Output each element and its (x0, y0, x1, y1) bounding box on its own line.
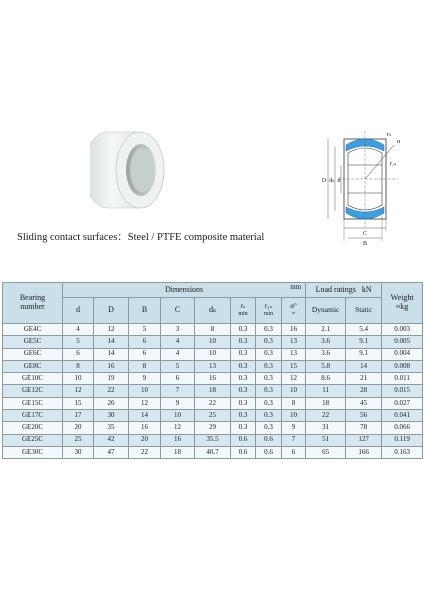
table-cell: 9.1 (346, 336, 382, 348)
table-cell: 10 (195, 336, 231, 348)
table-cell: 0.119 (382, 434, 423, 446)
spec-table-body (3, 324, 423, 459)
table-cell: 0.3 (256, 385, 282, 397)
col-r1s: r₁ₛ min (256, 298, 282, 324)
table-cell: 14 (346, 360, 382, 372)
col-D: D (94, 298, 129, 324)
table-row (3, 324, 423, 336)
header-bearing: Bearing number (3, 283, 63, 324)
bearing-number-cell: GE17C (3, 410, 63, 422)
table-cell: 14 (94, 348, 129, 360)
table-cell: 21 (346, 373, 382, 385)
table-cell: 16 (94, 360, 129, 372)
table-cell: 15 (282, 360, 306, 372)
table-cell: 0.6 (231, 446, 256, 458)
table-cell: 12 (161, 422, 195, 434)
table-cell: 5.8 (306, 360, 346, 372)
table-cell: 10 (129, 385, 161, 397)
bearing-number-cell: GE6C (3, 348, 63, 360)
drawing-label-dk: dₖ (329, 178, 335, 184)
table-cell: 22 (195, 397, 231, 409)
table-cell: 0.3 (231, 336, 256, 348)
table-row (3, 434, 423, 446)
table-cell: 26 (94, 397, 129, 409)
table-cell: 2.1 (306, 324, 346, 336)
table-cell: 9.1 (346, 348, 382, 360)
table-row (3, 348, 423, 360)
table-cell: 35 (94, 422, 129, 434)
table-cell: 19 (94, 373, 129, 385)
bearing-number-cell: GE15C (3, 397, 63, 409)
bearing-photo (90, 118, 170, 218)
table-cell: 35.5 (195, 434, 231, 446)
table-cell: 0.3 (231, 410, 256, 422)
table-cell: 0.3 (256, 360, 282, 372)
header-weight: Weight ≈kg (382, 283, 423, 324)
table-cell: 3.6 (306, 336, 346, 348)
table-cell: 29 (195, 422, 231, 434)
col-C: C (161, 298, 195, 324)
table-cell: 16 (282, 324, 306, 336)
table-cell: 0.3 (256, 348, 282, 360)
drawing-label-rs: rₛ (387, 132, 392, 138)
table-cell: 30 (63, 446, 94, 458)
table-cell: 0.163 (382, 446, 423, 458)
table-cell: 9 (161, 397, 195, 409)
drawing-label-alpha: α (397, 139, 401, 145)
table-cell: 4 (63, 324, 94, 336)
table-cell: 22 (306, 410, 346, 422)
table-cell: 16 (161, 434, 195, 446)
bearing-number-cell: GE5C (3, 336, 63, 348)
table-cell: 6 (129, 348, 161, 360)
table-cell: 18 (161, 446, 195, 458)
drawing-label-C: C (362, 231, 368, 237)
header-dimensions: Dimensions mm (63, 283, 306, 298)
table-cell: 0.011 (382, 373, 423, 385)
table-cell: 12 (129, 397, 161, 409)
col-dynamic: Dynamic (306, 298, 346, 324)
table-cell: 5 (161, 360, 195, 372)
drawing-label-D: D (321, 178, 327, 184)
table-cell: 6 (282, 446, 306, 458)
bearing-number-cell: GE12C (3, 385, 63, 397)
table-row (3, 410, 423, 422)
table-cell: 8 (195, 324, 231, 336)
spec-table (2, 282, 423, 459)
table-row (3, 385, 423, 397)
table-cell: 7 (161, 385, 195, 397)
table-cell: 166 (346, 446, 382, 458)
table-cell: 28 (346, 385, 382, 397)
table-cell: 8 (63, 360, 94, 372)
table-cell: 12 (94, 324, 129, 336)
table-cell: 16 (195, 373, 231, 385)
table-cell: 0.3 (231, 373, 256, 385)
col-dk: dₖ (195, 298, 231, 324)
table-cell: 6 (63, 348, 94, 360)
table-cell: 22 (129, 446, 161, 458)
table-cell: 14 (129, 410, 161, 422)
col-d: d (63, 298, 94, 324)
table-cell: 25 (195, 410, 231, 422)
table-cell: 25 (63, 434, 94, 446)
table-cell: 4 (161, 336, 195, 348)
table-cell: 0.3 (231, 348, 256, 360)
table-cell: 10 (282, 410, 306, 422)
table-cell: 13 (195, 360, 231, 372)
col-alpha: α° ≈ (282, 298, 306, 324)
bearing-number-cell: GE8C (3, 360, 63, 372)
table-cell: 0.3 (231, 385, 256, 397)
table-cell: 0.066 (382, 422, 423, 434)
caption: Sliding contact surfaces：Steel / PTFE composite material (17, 232, 265, 243)
table-cell: 6 (161, 373, 195, 385)
table-cell: 0.3 (256, 397, 282, 409)
table-cell: 0.3 (231, 324, 256, 336)
table-cell: 20 (63, 422, 94, 434)
table-cell: 0.003 (382, 324, 423, 336)
table-row (3, 373, 423, 385)
table-row (3, 360, 423, 372)
table-cell: 10 (282, 385, 306, 397)
table-cell: 10 (161, 410, 195, 422)
table-cell: 30 (94, 410, 129, 422)
table-cell: 14 (94, 336, 129, 348)
cross-section-drawing (302, 125, 414, 250)
table-cell: 47 (94, 446, 129, 458)
bearing-number-cell: GE4C (3, 324, 63, 336)
table-row (3, 336, 423, 348)
col-rs: rₛ min (231, 298, 256, 324)
table-cell: 65 (306, 446, 346, 458)
table-cell: 40.7 (195, 446, 231, 458)
table-cell: 0.3 (256, 410, 282, 422)
table-cell: 5 (129, 324, 161, 336)
table-cell: 78 (346, 422, 382, 434)
table-cell: 8 (282, 397, 306, 409)
table-cell: 10 (195, 348, 231, 360)
table-cell: 9 (129, 373, 161, 385)
table-cell: 0.015 (382, 385, 423, 397)
table-row (3, 422, 423, 434)
table-cell: 0.005 (382, 336, 423, 348)
table-cell: 56 (346, 410, 382, 422)
table-cell: 31 (306, 422, 346, 434)
table-cell: 17 (63, 410, 94, 422)
table-cell: 16 (129, 422, 161, 434)
col-static: Static (346, 298, 382, 324)
bearing-number-cell: GE25C (3, 434, 63, 446)
bearing-number-cell: GE30C (3, 446, 63, 458)
table-cell: 8 (129, 360, 161, 372)
table-cell: 0.6 (256, 434, 282, 446)
table-cell: 4 (161, 348, 195, 360)
table-cell: 51 (306, 434, 346, 446)
bearing-number-cell: GE10C (3, 373, 63, 385)
drawing-label-d: d (337, 178, 341, 184)
col-B: B (129, 298, 161, 324)
table-row (3, 446, 423, 458)
table-cell: 13 (282, 348, 306, 360)
table-cell: 18 (195, 385, 231, 397)
table-cell: 6 (129, 336, 161, 348)
table-cell: 20 (129, 434, 161, 446)
table-cell: 5.4 (346, 324, 382, 336)
table-cell: 12 (63, 385, 94, 397)
table-cell: 127 (346, 434, 382, 446)
table-cell: 3 (161, 324, 195, 336)
table-row (3, 397, 423, 409)
drawing-label-r1s: r₁ₛ (390, 161, 397, 167)
table-cell: 0.004 (382, 348, 423, 360)
table-cell: 9 (282, 422, 306, 434)
table-cell: 5 (63, 336, 94, 348)
table-cell: 11 (306, 385, 346, 397)
table-cell: 8.6 (306, 373, 346, 385)
table-cell: 7 (282, 434, 306, 446)
table-cell: 0.3 (231, 397, 256, 409)
table-cell: 0.041 (382, 410, 423, 422)
table-cell: 22 (94, 385, 129, 397)
table-cell: 0.027 (382, 397, 423, 409)
table-cell: 0.3 (256, 336, 282, 348)
table-cell: 0.3 (256, 373, 282, 385)
table-cell: 10 (63, 373, 94, 385)
table-cell: 42 (94, 434, 129, 446)
table-cell: 0.3 (256, 422, 282, 434)
table-cell: 45 (346, 397, 382, 409)
table-cell: 0.3 (231, 360, 256, 372)
header-load-ratings: Load ratings kN (306, 283, 382, 298)
table-cell: 18 (306, 397, 346, 409)
bearing-number-cell: GE20C (3, 422, 63, 434)
table-cell: 0.6 (256, 446, 282, 458)
table-cell: 13 (282, 336, 306, 348)
table-cell: 0.6 (231, 434, 256, 446)
drawing-label-B: B (362, 241, 368, 247)
table-cell: 3.6 (306, 348, 346, 360)
table-cell: 0.3 (256, 324, 282, 336)
table-cell: 12 (282, 373, 306, 385)
table-cell: 0.008 (382, 360, 423, 372)
table-cell: 0.3 (231, 422, 256, 434)
table-cell: 15 (63, 397, 94, 409)
